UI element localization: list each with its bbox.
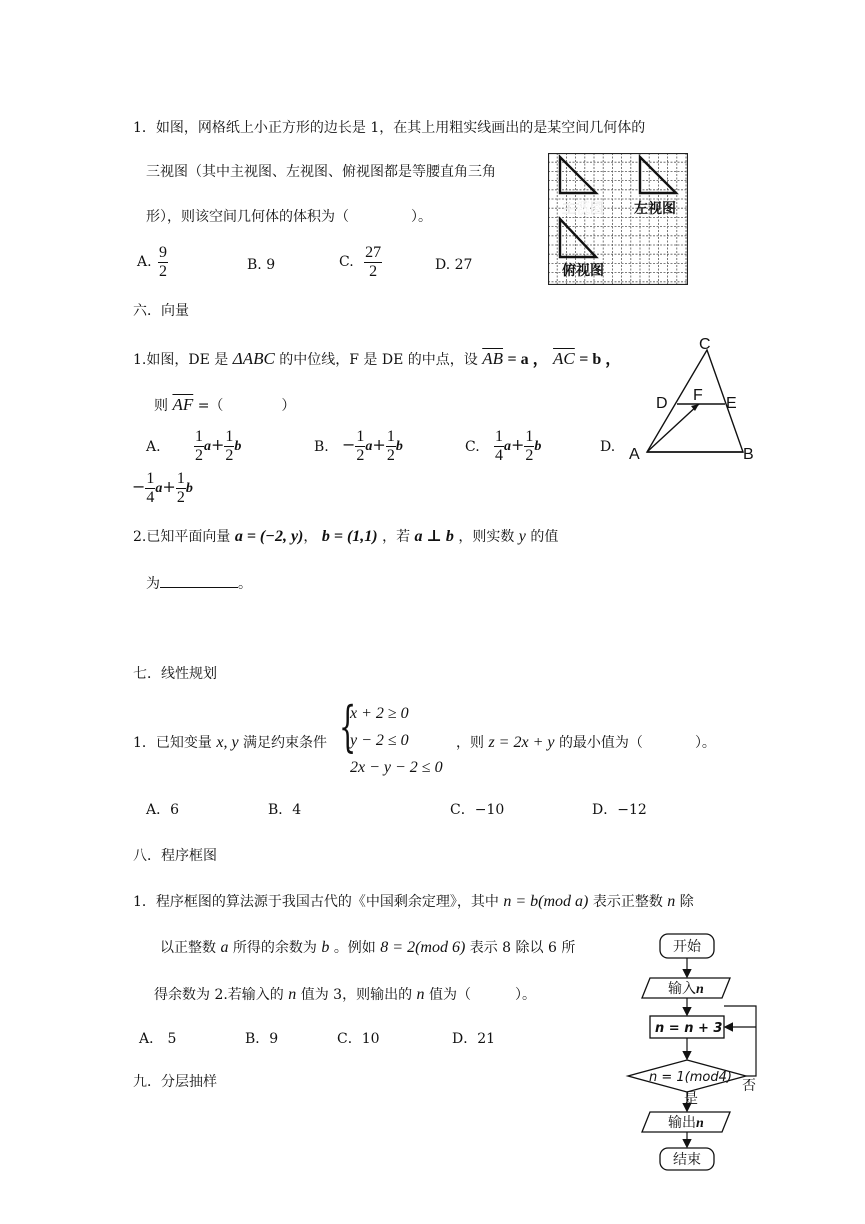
top-view-label: 俯视图: [562, 262, 604, 278]
output-label: 输出n: [668, 1115, 704, 1131]
point-a-label: A: [629, 446, 640, 463]
lp-option-b: B．4: [268, 802, 302, 818]
fc-q1-line3: 得余数为 2.若输入的 n 值为 3，则输出的 n 值为（ ）。: [154, 986, 536, 1003]
lp-q1-text-a: 1．已知变量 x, y 满足约束条件: [133, 734, 328, 751]
section-8-heading: 八．程序框图: [133, 848, 217, 864]
lp-q1-text-b: ，则 z = 2x + y 的最小值为（ ）。: [456, 734, 716, 751]
point-c-label: C: [699, 336, 711, 353]
vec-q1-line2: 则 $\overline{AF}$ =（ ）: [154, 395, 296, 414]
top-view-triangle: [560, 219, 596, 257]
vec-q1-option-b-expr: − $\frac{1}{2}$ a+ $\frac{1}{2}$ b: [342, 428, 403, 464]
lp-option-a: A．6: [146, 802, 180, 818]
input-label: 输入n: [668, 981, 704, 997]
vec-q1-option-c-label: C.: [465, 439, 480, 455]
vec-q1-option-d-expr: − $\frac{1}{4}$ a+ $\frac{1}{2}$ b: [132, 470, 193, 506]
point-f-label: F: [693, 387, 703, 404]
q1-option-c: C. $\frac{27}{2}$: [339, 244, 382, 280]
vec-q1-option-b-label: B.: [314, 439, 329, 455]
fc-option-a: A． 5: [139, 1031, 177, 1047]
q1-option-b: B. 9: [247, 257, 276, 273]
triangle-figure: [625, 332, 765, 464]
system-brace: {: [339, 695, 357, 758]
fc-option-d: D．21: [452, 1031, 496, 1047]
fc-option-b: B．9: [245, 1031, 279, 1047]
q1-line3: 形），则该空间几何体的体积为（ ）。: [146, 209, 432, 225]
fc-option-c: C．10: [337, 1031, 380, 1047]
yes-label: 是: [684, 1091, 698, 1107]
q1-line1: 1．如图，网格纸上小正方形的边长是 1，在其上用粗实线画出的是某空间几何体的: [133, 120, 646, 136]
constraint-1: x + 2 ≥ 0: [350, 705, 409, 722]
section-6-heading: 六．向量: [133, 303, 189, 319]
constraint-2: y − 2 ≤ 0: [350, 732, 409, 749]
q1-option-d: D. 27: [435, 257, 473, 273]
flowchart: [622, 928, 767, 1174]
vec-q2-line1: 2.已知平面向量 a = (−2, y)， b = (1,1) ，若 a ⊥ b ，则实数 y 的值: [133, 528, 559, 545]
point-b-label: B: [743, 446, 754, 463]
vec-q1-option-a-label: A.: [146, 439, 161, 455]
no-label: 否: [742, 1078, 756, 1094]
assign-label: n = n + 3: [655, 1021, 723, 1036]
q1-line2: 三视图（其中主视图、左视图、俯视图都是等腰直角三角: [146, 164, 496, 180]
vec-q1-option-a-expr: $\frac{1}{2}$ a+ $\frac{1}{2}$ b: [195, 428, 242, 464]
answer-blank[interactable]: [160, 575, 238, 588]
lp-option-c: C．−10: [450, 802, 505, 818]
loop-back-line: [724, 1006, 756, 1076]
vec-q1-option-c-expr: $\frac{1}{4}$ a+ $\frac{1}{2}$ b: [495, 428, 542, 464]
fc-q1-line2: 以正整数 a 所得的余数为 b 。例如 8 = 2(mod 6) 表示 8 除以 6 所: [160, 939, 576, 956]
front-view-label: 主视图: [562, 200, 604, 216]
lp-option-d: D．−12: [592, 802, 647, 818]
vec-q2-line2: 为 。: [146, 576, 252, 592]
three-view-figure: [548, 153, 688, 285]
vector-af: [647, 404, 699, 452]
start-label: 开始: [673, 939, 701, 955]
vec-q1-option-d-label: D.: [600, 439, 616, 455]
end-label: 结束: [673, 1152, 701, 1168]
point-e-label: E: [726, 395, 737, 412]
section-9-heading: 九．分层抽样: [133, 1074, 217, 1090]
vec-q1-line1: 1.如图，DE 是 ΔABC 的中位线，F 是 DE 的中点，设 $\overline{AB} = a$ ， $\overline{AC} = b$ ，: [133, 349, 622, 368]
condition-label: n = 1(mod4): [649, 1070, 732, 1085]
constraint-3: 2x − y − 2 ≤ 0: [350, 759, 443, 776]
point-d-label: D: [656, 395, 668, 412]
side-view-label: 左视图: [634, 200, 676, 216]
q1-option-a: A. $\frac{9}{2}$: [137, 244, 168, 280]
fc-q1-line1: 1．程序框图的算法源于我国古代的《中国剩余定理》，其中 n = b(mod a) 表示正整数 n 除: [133, 893, 694, 910]
section-7-heading: 七．线性规划: [133, 666, 217, 682]
